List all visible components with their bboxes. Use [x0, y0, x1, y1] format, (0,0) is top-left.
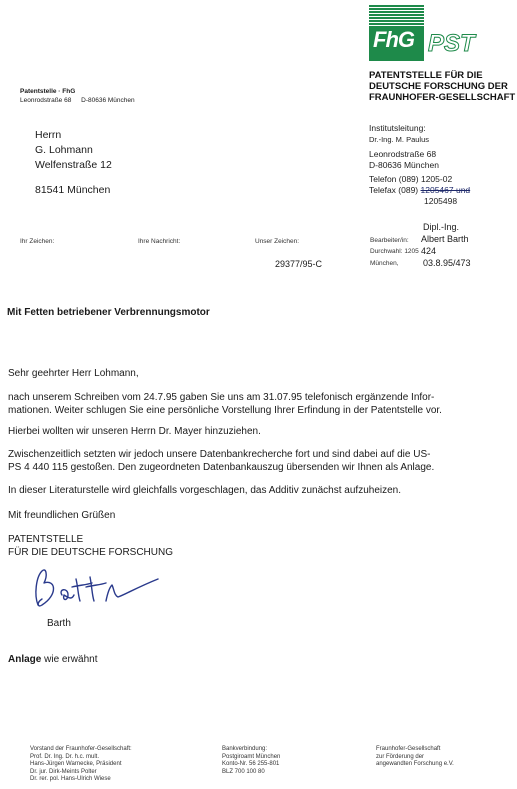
paragraph-4: In dieser Literaturstelle wird gleichfalls vorgeschlagen, das Additiv zunächst aufzuheizen. — [8, 485, 401, 496]
recipient-line3: Welfenstraße 12 — [35, 159, 112, 171]
anlage-rest: wie erwähnt — [41, 654, 98, 665]
signature-org-line2: FÜR DIE DEUTSCHE FORSCHUNG — [8, 546, 174, 558]
paragraph-1-line1: nach unserem Schreiben vom 24.7.95 gaben Sie uns am 31.07.95 telefonisch ergänzende Infor- — [8, 392, 435, 403]
sender-name: Patentstelle · FhG — [20, 88, 76, 95]
unser-zeichen-label: Unser Zeichen: — [255, 238, 300, 245]
org-name-line1: PATENTSTELLE FÜR DIE — [369, 70, 483, 81]
handwritten-signature — [28, 565, 168, 615]
footer-society-line: Fraunhofer-Gesellschaft — [376, 746, 441, 752]
logo-pst-text: PST — [428, 30, 475, 57]
institute-fax-new: 1205498 — [424, 196, 458, 206]
fhg-logo — [369, 5, 424, 61]
ihr-zeichen-label: Ihr Zeichen: — [20, 238, 55, 245]
signer-name: Barth — [47, 618, 71, 629]
salutation: Sehr geehrter Herr Lohmann, — [8, 368, 139, 379]
paragraph-2: Hierbei wollten wir unseren Herrn Dr. Mayer hinzuziehen. — [8, 426, 261, 437]
institute-street: Leonrodstraße 68 — [369, 149, 437, 159]
date-value: 03.8.95/473 — [423, 258, 471, 268]
recipient-line4: 81541 München — [35, 184, 111, 196]
recipient-line1: Herrn — [35, 129, 62, 141]
paragraph-3-line1: Zwischenzeitlich setzten wir jedoch unsere Datenbankrecherche fort und sind dabei auf die US- — [8, 449, 431, 460]
org-name — [369, 70, 515, 103]
durchwahl-label: Durchwahl: 1205 — [370, 248, 419, 255]
institute-fax-label: Telefax (089) — [369, 185, 419, 195]
footer-society-line: angewandten Forschung e.V. — [376, 761, 454, 767]
bearbeiter-name: Albert Barth — [421, 234, 469, 244]
ihre-nachricht-label: Ihre Nachricht: — [138, 238, 181, 245]
institute-city: D-80636 München — [369, 160, 439, 170]
institute-head: Dr.-Ing. M. Paulus — [369, 135, 430, 144]
footer-bank — [222, 746, 280, 776]
paragraph-1-line2: mationen. Weiter schlugen Sie eine persönliche Vorstellung Ihrer Erfindung in der Patentstelle vor. — [8, 404, 442, 416]
recipient-address — [35, 128, 112, 198]
logo-fhg-text: FhG — [373, 27, 414, 52]
footer-bank-line: Bankverbindung: — [222, 746, 268, 752]
anlage-line — [8, 654, 97, 667]
sender-line — [20, 87, 135, 105]
sender-city: D-80636 München — [81, 97, 135, 104]
footer-board-line: Vorstand der Fraunhofer-Gesellschaft: — [30, 746, 132, 752]
footer-board-line: Dr. rer. pol. Hans-Ulrich Wiese — [30, 776, 111, 782]
footer-board — [30, 746, 132, 784]
durchwahl-value: 424 — [421, 246, 437, 256]
paragraph-1 — [8, 392, 442, 417]
recipient-line2: G. Lohmann — [35, 144, 93, 156]
bearbeiter-label: Bearbeiter/in: — [370, 237, 409, 244]
signature-org — [8, 534, 173, 559]
signature-org-line1: PATENTSTELLE — [8, 534, 84, 545]
footer-board-line: Hans-Jürgen Warnecke, Präsident — [30, 761, 122, 767]
footer-bank-line: BLZ 700 100 80 — [222, 768, 265, 775]
footer-board-line: Prof. Dr. Ing. Dr. h.c. mult. — [30, 753, 100, 760]
sender-street: Leonrodstraße 68 — [20, 97, 72, 104]
footer-society — [376, 746, 454, 769]
institute-phone: Telefon (089) 1205-02 — [369, 174, 453, 184]
subject-line: Mit Fetten betriebener Verbrennungsmotor — [7, 307, 210, 318]
org-name-line2: DEUTSCHE FORSCHUNG DER — [369, 81, 508, 92]
unser-zeichen-value: 29377/95-C — [275, 259, 323, 269]
org-name-line3: FRAUNHOFER-GESELLSCHAFT — [369, 92, 516, 103]
footer-bank-line: Konto-Nr. 56 255-801 — [222, 761, 280, 767]
logo-stripes — [369, 5, 424, 27]
footer-board-line: Dr. jur. Dirk-Meints Polter — [30, 768, 97, 775]
anlage-label: Anlage — [8, 654, 42, 665]
footer-society-line: zur Förderung der — [376, 753, 425, 760]
bearbeiter-title: Dipl.-Ing. — [423, 222, 460, 232]
institute-fax-old: 1205467 und — [420, 185, 471, 195]
paragraph-3 — [8, 449, 434, 474]
paragraph-3-line2: PS 4 440 115 gestoßen. Den zugeordneten Datenbankauszug übersenden wir Ihnen als Anlage. — [8, 461, 435, 473]
closing: Mit freundlichen Grüßen — [8, 510, 116, 521]
institute-label: Institutsleitung: — [369, 123, 426, 133]
footer-bank-line: Postgiroamt München — [222, 753, 281, 760]
institute-block — [369, 123, 470, 207]
muenchen-label: München, — [370, 260, 399, 267]
